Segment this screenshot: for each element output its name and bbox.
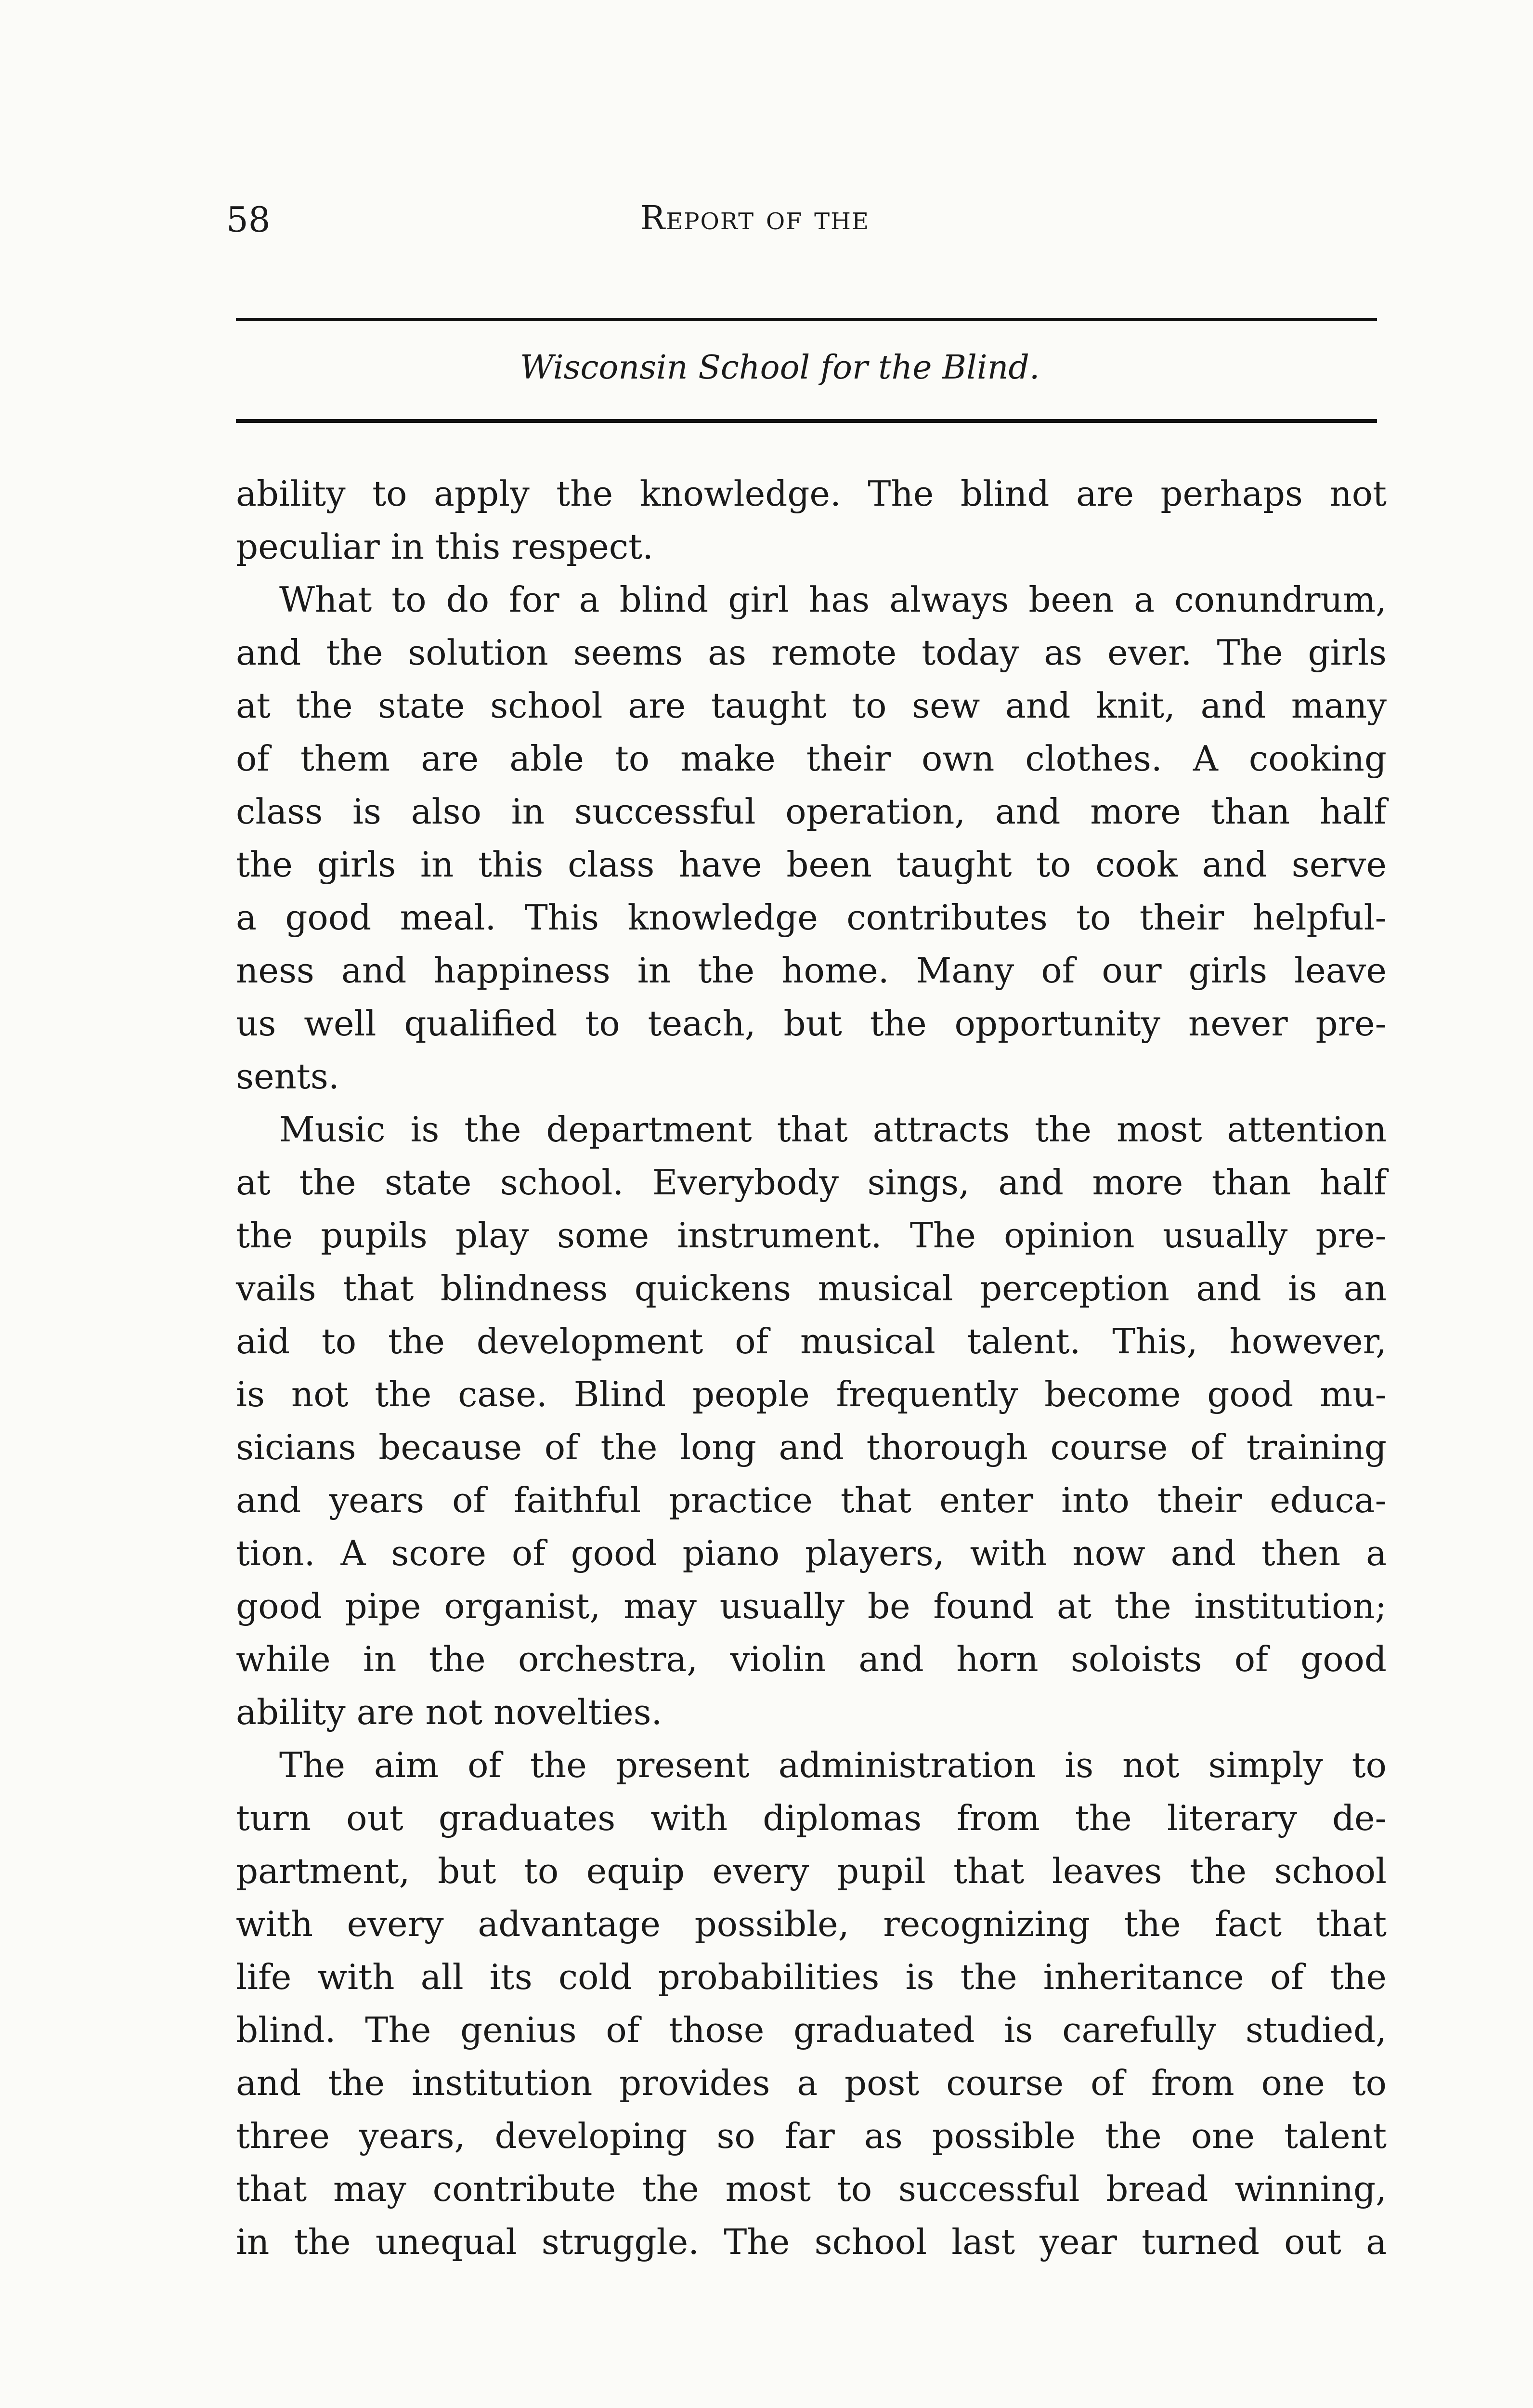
text-line: at the state school. Everybody sings, and more than half <box>236 1162 1387 1203</box>
text-line: at the state school are taught to sew and knit, and many <box>236 685 1387 726</box>
text-line: and years of faithful practice that enter into their educa- <box>236 1480 1387 1520</box>
section-subtitle: Wisconsin School for the Blind. <box>520 349 1040 387</box>
text-line: What to do for a blind girl has always been a conundrum, <box>279 579 1387 620</box>
text-line: sents. <box>236 1056 339 1097</box>
text-line: in the unequal struggle. The school last year turned out a <box>236 2222 1387 2262</box>
text-line: the girls in this class have been taught to cook and serve <box>236 844 1387 885</box>
text-line: that may contribute the most to successful bread winning, <box>236 2169 1387 2209</box>
header-rule-bottom <box>236 419 1377 423</box>
text-line: us well qualified to teach, but the opportunity never pre- <box>236 1003 1387 1044</box>
text-line: and the solution seems as remote today as ever. The girls <box>236 632 1387 673</box>
text-line: vails that blindness quickens musical perception and is an <box>236 1268 1387 1309</box>
running-head: Report of the <box>640 199 870 237</box>
text-line: while in the orchestra, violin and horn soloists of good <box>236 1639 1387 1679</box>
text-line: turn out graduates with diplomas from the literary de- <box>236 1798 1387 1838</box>
text-line: of them are able to make their own clothes. A cooking <box>236 738 1387 779</box>
text-line: partment, but to equip every pupil that leaves the school <box>236 1851 1387 1891</box>
text-line: Music is the department that attracts the most attention <box>279 1109 1387 1150</box>
text-line: class is also in successful operation, and more than half <box>236 791 1387 832</box>
header-rule-top <box>236 318 1377 321</box>
text-line: the pupils play some instrument. The opinion usually pre- <box>236 1215 1387 1256</box>
text-line: ability are not novelties. <box>236 1692 663 1732</box>
text-line: is not the case. Blind people frequently become good mu- <box>236 1374 1387 1414</box>
text-line: peculiar in this respect. <box>236 526 653 567</box>
text-line: and the institution provides a post course of from one to <box>236 2063 1387 2103</box>
text-line: life with all its cold probabilities is the inheritance of the <box>236 1957 1387 1997</box>
page-number: 58 <box>226 199 271 240</box>
text-line: aid to the development of musical talent. This, however, <box>236 1321 1387 1361</box>
text-line: tion. A score of good piano players, with now and then a <box>236 1533 1387 1573</box>
text-line: blind. The genius of those graduated is carefully studied, <box>236 2010 1387 2050</box>
text-line: ability to apply the knowledge. The blind are perhaps not <box>236 473 1387 514</box>
text-line: good pipe organist, may usually be found at the institution; <box>236 1586 1387 1626</box>
text-line: a good meal. This knowledge contributes to their helpful- <box>236 897 1387 938</box>
body-text <box>236 467 1387 2268</box>
text-line: with every advantage possible, recognizing the fact that <box>236 1904 1387 1944</box>
text-line: The aim of the present administration is not simply to <box>279 1745 1387 1785</box>
text-line: three years, developing so far as possible the one talent <box>236 2116 1387 2156</box>
text-line: sicians because of the long and thorough course of training <box>236 1427 1387 1467</box>
text-line: ness and happiness in the home. Many of our girls leave <box>236 950 1387 991</box>
